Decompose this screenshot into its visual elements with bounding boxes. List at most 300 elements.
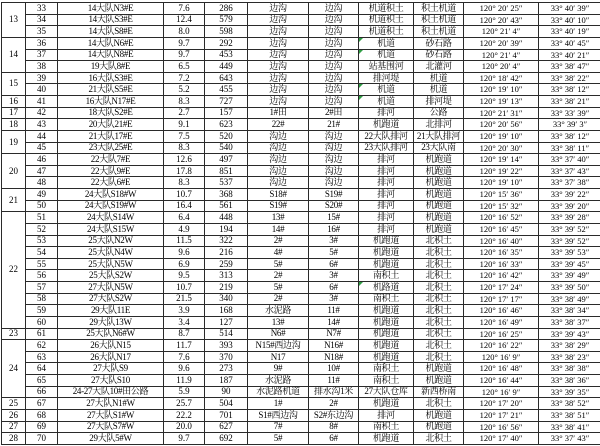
cell-boundary-3: 机跑道	[359, 235, 414, 247]
table-row	[2, 130, 600, 142]
table-row	[2, 386, 600, 398]
table-row	[2, 189, 600, 201]
cell-boundary-2: 21#	[309, 119, 359, 131]
cell-boundary-2: 边沟	[309, 84, 359, 96]
cell-boundary-1: 13#	[248, 212, 309, 224]
cell-longitude: 120° 19′ 10″	[464, 84, 539, 96]
cell-boundary-4: 北积土	[414, 247, 464, 259]
cell-value-a: 3.4	[164, 316, 205, 328]
cell-boundary-3: 南积土	[359, 293, 414, 305]
cell-value-b: 851	[205, 165, 248, 177]
cell-longitude: 120° 20′ 25″	[464, 3, 539, 15]
cell-latitude: 33° 38′ 12″	[539, 84, 600, 96]
cell-value-a: 7.6	[164, 351, 205, 363]
cell-boundary-2: 沟边	[309, 177, 359, 189]
table-row	[2, 177, 600, 189]
cell-boundary-4: 北积土	[414, 398, 464, 410]
cell-value-b: 455	[205, 84, 248, 96]
cell-longitude: 120° 21′ 4″	[464, 49, 539, 61]
cell-latitude: 33° 40′ 21″	[539, 49, 600, 61]
cell-boundary-2: 边沟	[309, 37, 359, 49]
cell-value-b: 219	[205, 282, 248, 294]
cell-group-no: 16	[2, 96, 26, 108]
cell-value-a: 8.3	[164, 177, 205, 189]
cell-boundary-4: 北积土	[414, 316, 464, 328]
cell-boundary-1: 水泥路机道	[248, 386, 309, 398]
cell-value-a: 7.5	[164, 130, 205, 142]
cell-boundary-3: 机跑道	[359, 328, 414, 340]
cell-boundary-4: 北积土	[414, 270, 464, 282]
cell-boundary-3: 排河	[359, 165, 414, 177]
cell-name: 27大队S10	[58, 375, 164, 387]
cell-latitude: 33° 38′ 21″	[539, 96, 600, 108]
cell-latitude: 33° 38′ 23″	[539, 351, 600, 363]
cell-longitude: 120° 17′ 20″	[464, 398, 539, 410]
cell-boundary-3: 机道	[359, 84, 414, 96]
cell-boundary-1: 4#	[248, 247, 309, 259]
cell-name: 25大队N6#W	[58, 328, 164, 340]
cell-boundary-2: 2#	[309, 398, 359, 410]
cell-row-no: 47	[26, 165, 58, 177]
cell-latitude: 33° 38′ 51″	[539, 409, 600, 421]
cell-boundary-4: 机跑道	[414, 363, 464, 375]
cell-boundary-1: 7#	[248, 421, 309, 433]
cell-name: 22大队7#E	[58, 154, 164, 166]
cell-value-a: 9.5	[164, 270, 205, 282]
cell-group-no: 15	[2, 72, 26, 95]
cell-value-b: 157	[205, 107, 248, 119]
cell-latitude: 33° 37′ 43″	[539, 433, 600, 445]
cell-longitude: 120° 18′ 42″	[464, 72, 539, 84]
table-row	[2, 421, 600, 433]
cell-longitude: 120° 16′ 40″	[464, 235, 539, 247]
cell-boundary-3: 机道	[359, 49, 414, 61]
cell-value-a: 4.9	[164, 223, 205, 235]
cell-longitude: 120° 19′ 22″	[464, 165, 539, 177]
cell-row-no: 64	[26, 363, 58, 375]
table-row	[2, 282, 600, 294]
cell-row-no: 49	[26, 189, 58, 201]
cell-boundary-1: 边沟	[248, 37, 309, 49]
cell-boundary-2: S20#	[309, 200, 359, 212]
cell-name: 14大队S8#E	[58, 26, 164, 38]
cell-latitude: 33° 40′ 45″	[539, 37, 600, 49]
table-row	[2, 433, 600, 445]
cell-longitude: 120° 16′ 9″	[464, 386, 539, 398]
cell-latitude: 33° 37′ 40″	[539, 154, 600, 166]
cell-latitude: 33° 40′ 39″	[539, 3, 600, 15]
cell-boundary-1: 沟边	[248, 130, 309, 142]
cell-value-b: 194	[205, 223, 248, 235]
cell-boundary-1: N6#	[248, 328, 309, 340]
cell-longitude: 120° 19′ 13″	[464, 96, 539, 108]
cell-boundary-3: 27大队仓库	[359, 386, 414, 398]
cell-boundary-1: 边沟	[248, 14, 309, 26]
cell-latitude: 33° 38′ 12″	[539, 130, 600, 142]
cell-name: 22大队9#E	[58, 165, 164, 177]
cell-boundary-4: 积土机道	[414, 26, 464, 38]
cell-value-b: 449	[205, 61, 248, 73]
cell-value-a: 9.1	[164, 119, 205, 131]
cell-value-b: 216	[205, 247, 248, 259]
cell-row-no: 46	[26, 154, 58, 166]
cell-latitude: 33° 39′ 49″	[539, 270, 600, 282]
cell-longitude: 120° 16′ 52″	[464, 212, 539, 224]
cell-value-a: 9.7	[164, 37, 205, 49]
cell-boundary-4: 新西桥南	[414, 386, 464, 398]
table-row	[2, 142, 600, 154]
table-row	[2, 49, 600, 61]
cell-boundary-2: 排水沟1米	[309, 386, 359, 398]
cell-boundary-3: 机跑道	[359, 305, 414, 317]
cell-boundary-3: 站基围河	[359, 61, 414, 73]
cell-boundary-3: 南积土	[359, 270, 414, 282]
cell-name: 29大队5#W	[58, 433, 164, 445]
cell-latitude: 33° 39′ 22″	[539, 189, 600, 201]
cell-boundary-4: 机跑道	[414, 177, 464, 189]
table-row	[2, 375, 600, 387]
cell-boundary-2: 6#	[309, 258, 359, 270]
cell-name: 23大队25#E	[58, 142, 164, 154]
cell-value-a: 8.3	[164, 142, 205, 154]
cell-latitude: 33° 39′ 3″	[539, 119, 600, 131]
cell-longitude: 120° 16′ 33″	[464, 258, 539, 270]
cell-value-a: 9.7	[164, 433, 205, 445]
cell-longitude: 120° 20′ 30″	[464, 142, 539, 154]
cell-value-b: 187	[205, 375, 248, 387]
cell-group-no: 18	[2, 119, 26, 131]
cell-value-b: 127	[205, 316, 248, 328]
cell-row-no: 66	[26, 386, 58, 398]
cell-boundary-3: 机道积土	[359, 3, 414, 15]
cell-latitude: 33° 38′ 38″	[539, 363, 600, 375]
cell-boundary-4: 公路	[414, 107, 464, 119]
cell-boundary-1: N17	[248, 351, 309, 363]
cell-value-b: 504	[205, 398, 248, 410]
error-flag-icon	[359, 96, 363, 100]
cell-row-no: 33	[26, 3, 58, 15]
cell-row-no: 36	[26, 37, 58, 49]
cell-value-b: 579	[205, 14, 248, 26]
cell-latitude: 33° 39′ 45″	[539, 258, 600, 270]
cell-boundary-4: 机道	[414, 84, 464, 96]
cell-group-no: 13	[2, 3, 26, 38]
cell-latitude: 33° 39′ 43″	[539, 328, 600, 340]
cell-boundary-3: 排河	[359, 177, 414, 189]
cell-boundary-4: 北积土	[414, 258, 464, 270]
cell-boundary-1: S1#西边沟	[248, 409, 309, 421]
cell-longitude: 120° 17′ 24″	[464, 282, 539, 294]
table-row	[2, 328, 600, 340]
cell-value-b: 292	[205, 37, 248, 49]
cell-boundary-1: 5#	[248, 282, 309, 294]
cell-group-no: 26	[2, 409, 26, 421]
table-row	[2, 3, 600, 15]
cell-longitude: 120° 21′ 31″	[464, 107, 539, 119]
cell-longitude: 120° 16′ 25″	[464, 328, 539, 340]
cell-row-no: 70	[26, 433, 58, 445]
cell-value-b: 453	[205, 49, 248, 61]
cell-longitude: 120° 20′ 56″	[464, 119, 539, 131]
cell-boundary-1: 边沟	[248, 96, 309, 108]
error-flag-icon	[359, 50, 363, 54]
cell-longitude: 120° 20′ 43″	[464, 14, 539, 26]
cell-name: 25大队N5W	[58, 258, 164, 270]
cell-value-b: 273	[205, 363, 248, 375]
cell-boundary-2: 3#	[309, 293, 359, 305]
cell-latitude: 33° 39′ 52″	[539, 223, 600, 235]
cell-boundary-2: S19#	[309, 189, 359, 201]
cell-name: 29大队11E	[58, 305, 164, 317]
cell-boundary-4: 北积土	[414, 433, 464, 445]
cell-value-b: 537	[205, 177, 248, 189]
cell-value-b: 322	[205, 235, 248, 247]
cell-name: 25大队S2W	[58, 270, 164, 282]
cell-boundary-1: 沟边	[248, 154, 309, 166]
cell-boundary-4: 北积土	[414, 351, 464, 363]
table-row	[2, 223, 600, 235]
cell-value-b: 520	[205, 130, 248, 142]
cell-boundary-3: 机道	[359, 96, 414, 108]
cell-boundary-4: 机跑道	[414, 154, 464, 166]
cell-boundary-2: 沟边	[309, 142, 359, 154]
cell-latitude: 33° 38′ 22″	[539, 72, 600, 84]
cell-boundary-3: 机跑道	[359, 433, 414, 445]
cell-boundary-2: S2#东边沟	[309, 409, 359, 421]
cell-name: 20大队21#E	[58, 119, 164, 131]
cell-value-b: 514	[205, 328, 248, 340]
cell-boundary-4: 机跑道	[414, 409, 464, 421]
cell-boundary-1: 14#	[248, 223, 309, 235]
table-row	[2, 351, 600, 363]
cell-boundary-1: 边沟	[248, 84, 309, 96]
table-row	[2, 119, 600, 131]
cell-value-a: 8.7	[164, 328, 205, 340]
cell-value-a: 25.7	[164, 398, 205, 410]
cell-name: 21大队17#E	[58, 130, 164, 142]
cell-boundary-4: 机跑道	[414, 421, 464, 433]
cell-value-b: 627	[205, 421, 248, 433]
cell-name: 29大队13W	[58, 316, 164, 328]
cell-group-no: 28	[2, 433, 26, 445]
cell-boundary-1: 边沟	[248, 72, 309, 84]
cell-group-no: 22	[2, 212, 26, 328]
cell-boundary-1: 2#	[248, 270, 309, 282]
cell-boundary-2: N7#	[309, 328, 359, 340]
cell-boundary-2: 5#	[309, 247, 359, 259]
cell-name: 18大队S2#E	[58, 107, 164, 119]
cell-name: 27大队S7#W	[58, 421, 164, 433]
table-body	[2, 3, 600, 445]
cell-longitude: 120° 16′ 56″	[464, 421, 539, 433]
cell-boundary-4: 北积土	[414, 305, 464, 317]
cell-name: 27大队S1#W	[58, 409, 164, 421]
cell-latitude: 33° 38′ 36″	[539, 375, 600, 387]
cell-latitude: 33° 39′ 35″	[539, 386, 600, 398]
cell-boundary-3: 排河	[359, 107, 414, 119]
cell-boundary-2: 沟边	[309, 154, 359, 166]
cell-boundary-3: 排河	[359, 200, 414, 212]
table-row	[2, 14, 600, 26]
cell-group-no: 19	[2, 130, 26, 153]
cell-row-no: 65	[26, 375, 58, 387]
cell-name: 25大队N2W	[58, 235, 164, 247]
cell-boundary-3: 机道	[359, 37, 414, 49]
cell-longitude: 120° 21′ 4″	[464, 26, 539, 38]
cell-row-no: 34	[26, 14, 58, 26]
cell-value-a: 17.8	[164, 165, 205, 177]
cell-row-no: 62	[26, 340, 58, 352]
table-row	[2, 247, 600, 259]
cell-longitude: 120° 20′ 39″	[464, 37, 539, 49]
table-row	[2, 363, 600, 375]
cell-latitude: 33° 39′ 52″	[539, 235, 600, 247]
cell-boundary-4: 北积土	[414, 282, 464, 294]
cell-name: 24大队S14W	[58, 212, 164, 224]
table-row	[2, 409, 600, 421]
cell-value-a: 11.9	[164, 375, 205, 387]
cell-row-no: 53	[26, 235, 58, 247]
cell-value-a: 9.7	[164, 49, 205, 61]
cell-boundary-2: 沟边	[309, 165, 359, 177]
cell-row-no: 41	[26, 96, 58, 108]
cell-boundary-1: 1#	[248, 398, 309, 410]
cell-boundary-1: 沟边	[248, 142, 309, 154]
cell-longitude: 120° 17′ 40″	[464, 433, 539, 445]
cell-boundary-1: 沟边	[248, 177, 309, 189]
cell-value-b: 561	[205, 200, 248, 212]
cell-row-no: 40	[26, 84, 58, 96]
cell-row-no: 68	[26, 409, 58, 421]
cell-row-no: 51	[26, 212, 58, 224]
cell-latitude: 33° 38′ 49″	[539, 293, 600, 305]
error-flag-icon	[359, 84, 363, 88]
cell-row-no: 69	[26, 421, 58, 433]
cell-latitude: 33° 38′ 37″	[539, 316, 600, 328]
cell-boundary-2: 11#	[309, 375, 359, 387]
cell-longitude: 120° 17′ 17″	[464, 293, 539, 305]
cell-row-no: 59	[26, 305, 58, 317]
cell-boundary-2: 边沟	[309, 96, 359, 108]
table-row	[2, 270, 600, 282]
cell-value-a: 7.2	[164, 72, 205, 84]
cell-value-b: 340	[205, 293, 248, 305]
cell-value-b: 286	[205, 3, 248, 15]
cell-longitude: 120° 16′ 49″	[464, 316, 539, 328]
cell-row-no: 57	[26, 282, 58, 294]
cell-boundary-1: 22#	[248, 119, 309, 131]
cell-name: 14大队N8#E	[58, 49, 164, 61]
cell-row-no: 48	[26, 177, 58, 189]
cell-boundary-4: 北排河	[414, 119, 464, 131]
cell-longitude: 120° 16′ 9″	[464, 351, 539, 363]
cell-longitude: 120° 16′ 48″	[464, 363, 539, 375]
cell-boundary-4: 北积土	[414, 328, 464, 340]
cell-group-no: 21	[2, 189, 26, 212]
cell-latitude: 33° 33′ 39″	[539, 107, 600, 119]
cell-boundary-4: 21大队排河	[414, 130, 464, 142]
cell-name: 22大队6#E	[58, 177, 164, 189]
cell-row-no: 37	[26, 49, 58, 61]
cell-longitude: 120° 20′ 4″	[464, 61, 539, 73]
cell-boundary-1: 边沟	[248, 3, 309, 15]
cell-longitude: 120° 16′ 22″	[464, 340, 539, 352]
cell-name: 19大队8#E	[58, 61, 164, 73]
cell-value-b: 370	[205, 351, 248, 363]
cell-value-b: 701	[205, 409, 248, 421]
cell-boundary-4: 北灌河	[414, 61, 464, 73]
cell-boundary-3: 排河	[359, 212, 414, 224]
cell-value-a: 12.6	[164, 154, 205, 166]
cell-row-no: 55	[26, 258, 58, 270]
cell-latitude: 33° 38′ 47″	[539, 61, 600, 73]
cell-row-no: 39	[26, 72, 58, 84]
cell-value-a: 9.6	[164, 363, 205, 375]
cell-value-a: 7.6	[164, 3, 205, 15]
cell-boundary-1: 9#	[248, 363, 309, 375]
cell-boundary-1: 5#	[248, 258, 309, 270]
table-row	[2, 340, 600, 352]
cell-value-a: 10.7	[164, 282, 205, 294]
cell-value-a: 21.5	[164, 293, 205, 305]
cell-longitude: 120° 16′ 35″	[464, 247, 539, 259]
cell-boundary-4: 机跑道	[414, 189, 464, 201]
cell-longitude: 120° 19′ 10″	[464, 130, 539, 142]
cell-boundary-2: 边沟	[309, 61, 359, 73]
cell-boundary-3: 机跑道	[359, 247, 414, 259]
table-row	[2, 26, 600, 38]
cell-boundary-2: 6#	[309, 433, 359, 445]
cell-boundary-2: 15#	[309, 212, 359, 224]
cell-name: 14大队N3#E	[58, 3, 164, 15]
cell-latitude: 33° 39′ 20″	[539, 200, 600, 212]
cell-name: 21大队S5#E	[58, 84, 164, 96]
cell-boundary-3: 机跑道	[359, 340, 414, 352]
cell-latitude: 33° 39′ 50″	[539, 282, 600, 294]
cell-boundary-2: 2#田	[309, 107, 359, 119]
cell-boundary-4: 23大队南	[414, 142, 464, 154]
cell-longitude: 120° 16′ 44″	[464, 375, 539, 387]
cell-boundary-1: 2#	[248, 293, 309, 305]
cell-boundary-3: 机跑道	[359, 351, 414, 363]
cell-boundary-4: 机跑道	[414, 375, 464, 387]
cell-name: 26大队N17	[58, 351, 164, 363]
table-row	[2, 72, 600, 84]
cell-longitude: 120° 19′ 14″	[464, 154, 539, 166]
cell-longitude: 120° 16′ 45″	[464, 223, 539, 235]
cell-boundary-1: 边沟	[248, 26, 309, 38]
cell-row-no: 60	[26, 316, 58, 328]
cell-latitude: 33° 39′ 28″	[539, 212, 600, 224]
table-row	[2, 305, 600, 317]
cell-value-a: 6.9	[164, 258, 205, 270]
cell-latitude: 33° 37′ 38″	[539, 177, 600, 189]
cell-value-a: 20.0	[164, 421, 205, 433]
cell-longitude: 120° 19′ 10″	[464, 177, 539, 189]
cell-boundary-1: 2#	[248, 235, 309, 247]
table-row	[2, 212, 600, 224]
cell-value-a: 8.3	[164, 96, 205, 108]
cell-name: 25大队N4W	[58, 247, 164, 259]
cell-boundary-3: 机跑道	[359, 258, 414, 270]
cell-value-b: 643	[205, 72, 248, 84]
cell-boundary-1: N15#西边沟	[248, 340, 309, 352]
cell-boundary-2: 边沟	[309, 49, 359, 61]
table-row	[2, 107, 600, 119]
cell-boundary-3: 南积土	[359, 421, 414, 433]
cell-boundary-2: 沟边	[309, 130, 359, 142]
cell-name: 24-27大队10#田公路	[58, 386, 164, 398]
